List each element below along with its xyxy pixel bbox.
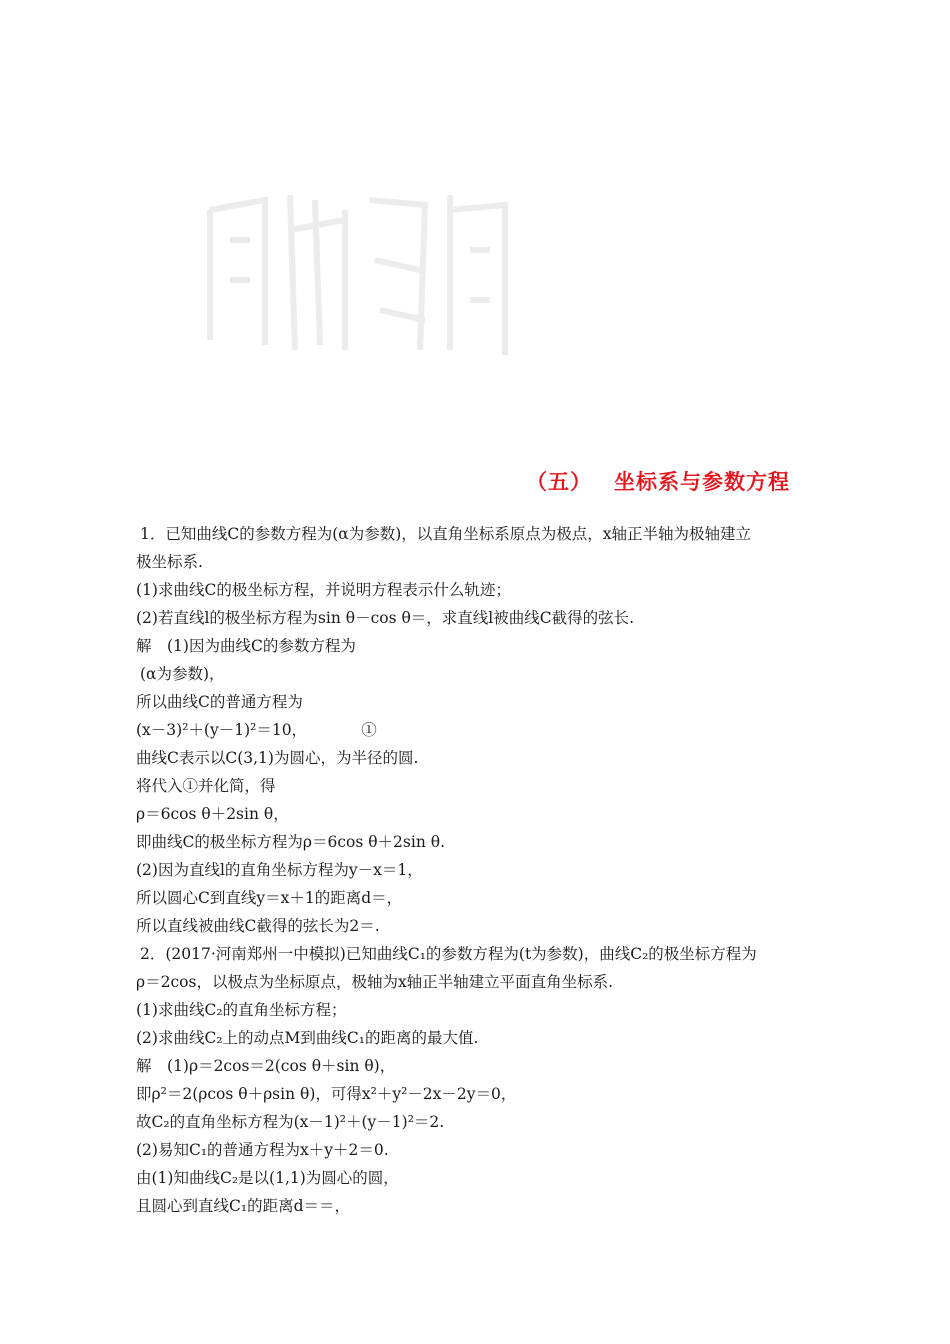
text-line: (x－3)²＋(y－1)²＝10， ① bbox=[136, 721, 377, 739]
text-line: 故C₂的直角坐标方程为(x－1)²＋(y－1)²＝2. bbox=[136, 1113, 445, 1131]
text-line: (1)求曲线C₂的直角坐标方程； bbox=[136, 1001, 347, 1019]
text-line: (2)若直线l的极坐标方程为sin θ－cos θ＝，求直线l被曲线C截得的弦长. bbox=[136, 609, 635, 627]
text-line: 2．(2017·河南郑州一中模拟)已知曲线C₁的参数方程为(t为参数)，曲线C₂的极坐标方程为 bbox=[140, 945, 757, 963]
text-line: 解 (1)ρ＝2cos＝2(cos θ＋sin θ)， bbox=[136, 1057, 396, 1075]
text-line: 所以圆心C到直线y＝x＋1的距离d＝， bbox=[136, 889, 403, 907]
text-line: (2)求曲线C₂上的动点M到曲线C₁的距离的最大值. bbox=[136, 1029, 479, 1047]
text-line: 由(1)知曲线C₂是以(1,1)为圆心的圆， bbox=[136, 1169, 399, 1187]
text-line: (1)求曲线C的极坐标方程，并说明方程表示什么轨迹； bbox=[136, 581, 511, 599]
text-line: 极坐标系. bbox=[136, 553, 203, 571]
text-line: (α为参数)， bbox=[140, 665, 225, 683]
section-number: （五） bbox=[526, 470, 592, 494]
text-line: 所以曲线C的普通方程为 bbox=[136, 693, 303, 711]
text-line: ρ＝2cos，以极点为坐标原点，极轴为x轴正半轴建立平面直角坐标系. bbox=[136, 973, 614, 991]
text-line: 解 (1)因为曲线C的参数方程为 bbox=[136, 637, 356, 655]
text-line: 将代入①并化简，得 bbox=[136, 777, 276, 795]
text-line: ρ＝6cos θ＋2sin θ， bbox=[136, 805, 289, 823]
section-heading: 坐标系与参数方程 bbox=[614, 470, 790, 494]
text-line: 即ρ²＝2(ρcos θ＋ρsin θ)，可得x²＋y²－2x－2y＝0， bbox=[136, 1085, 517, 1103]
text-line: (2)易知C₁的普通方程为x＋y＋2＝0. bbox=[136, 1141, 389, 1159]
text-line: 所以直线被曲线C截得的弦长为2＝. bbox=[136, 917, 380, 935]
section-title bbox=[526, 466, 790, 496]
faded-watermark-graphic bbox=[195, 170, 525, 370]
text-line: (2)因为直线l的直角坐标方程为y－x＝1， bbox=[136, 861, 423, 879]
text-line: 且圆心到直线C₁的距离d＝＝， bbox=[136, 1197, 350, 1215]
text-line: 即曲线C的极坐标方程为ρ＝6cos θ＋2sin θ. bbox=[136, 833, 446, 851]
text-line: 1．已知曲线C的参数方程为(α为参数)，以直角坐标系原点为极点，x轴正半轴为极轴建立 bbox=[140, 525, 752, 543]
text-line: 曲线C表示以C(3,1)为圆心，为半径的圆. bbox=[136, 749, 419, 767]
problem-content bbox=[136, 520, 826, 1220]
